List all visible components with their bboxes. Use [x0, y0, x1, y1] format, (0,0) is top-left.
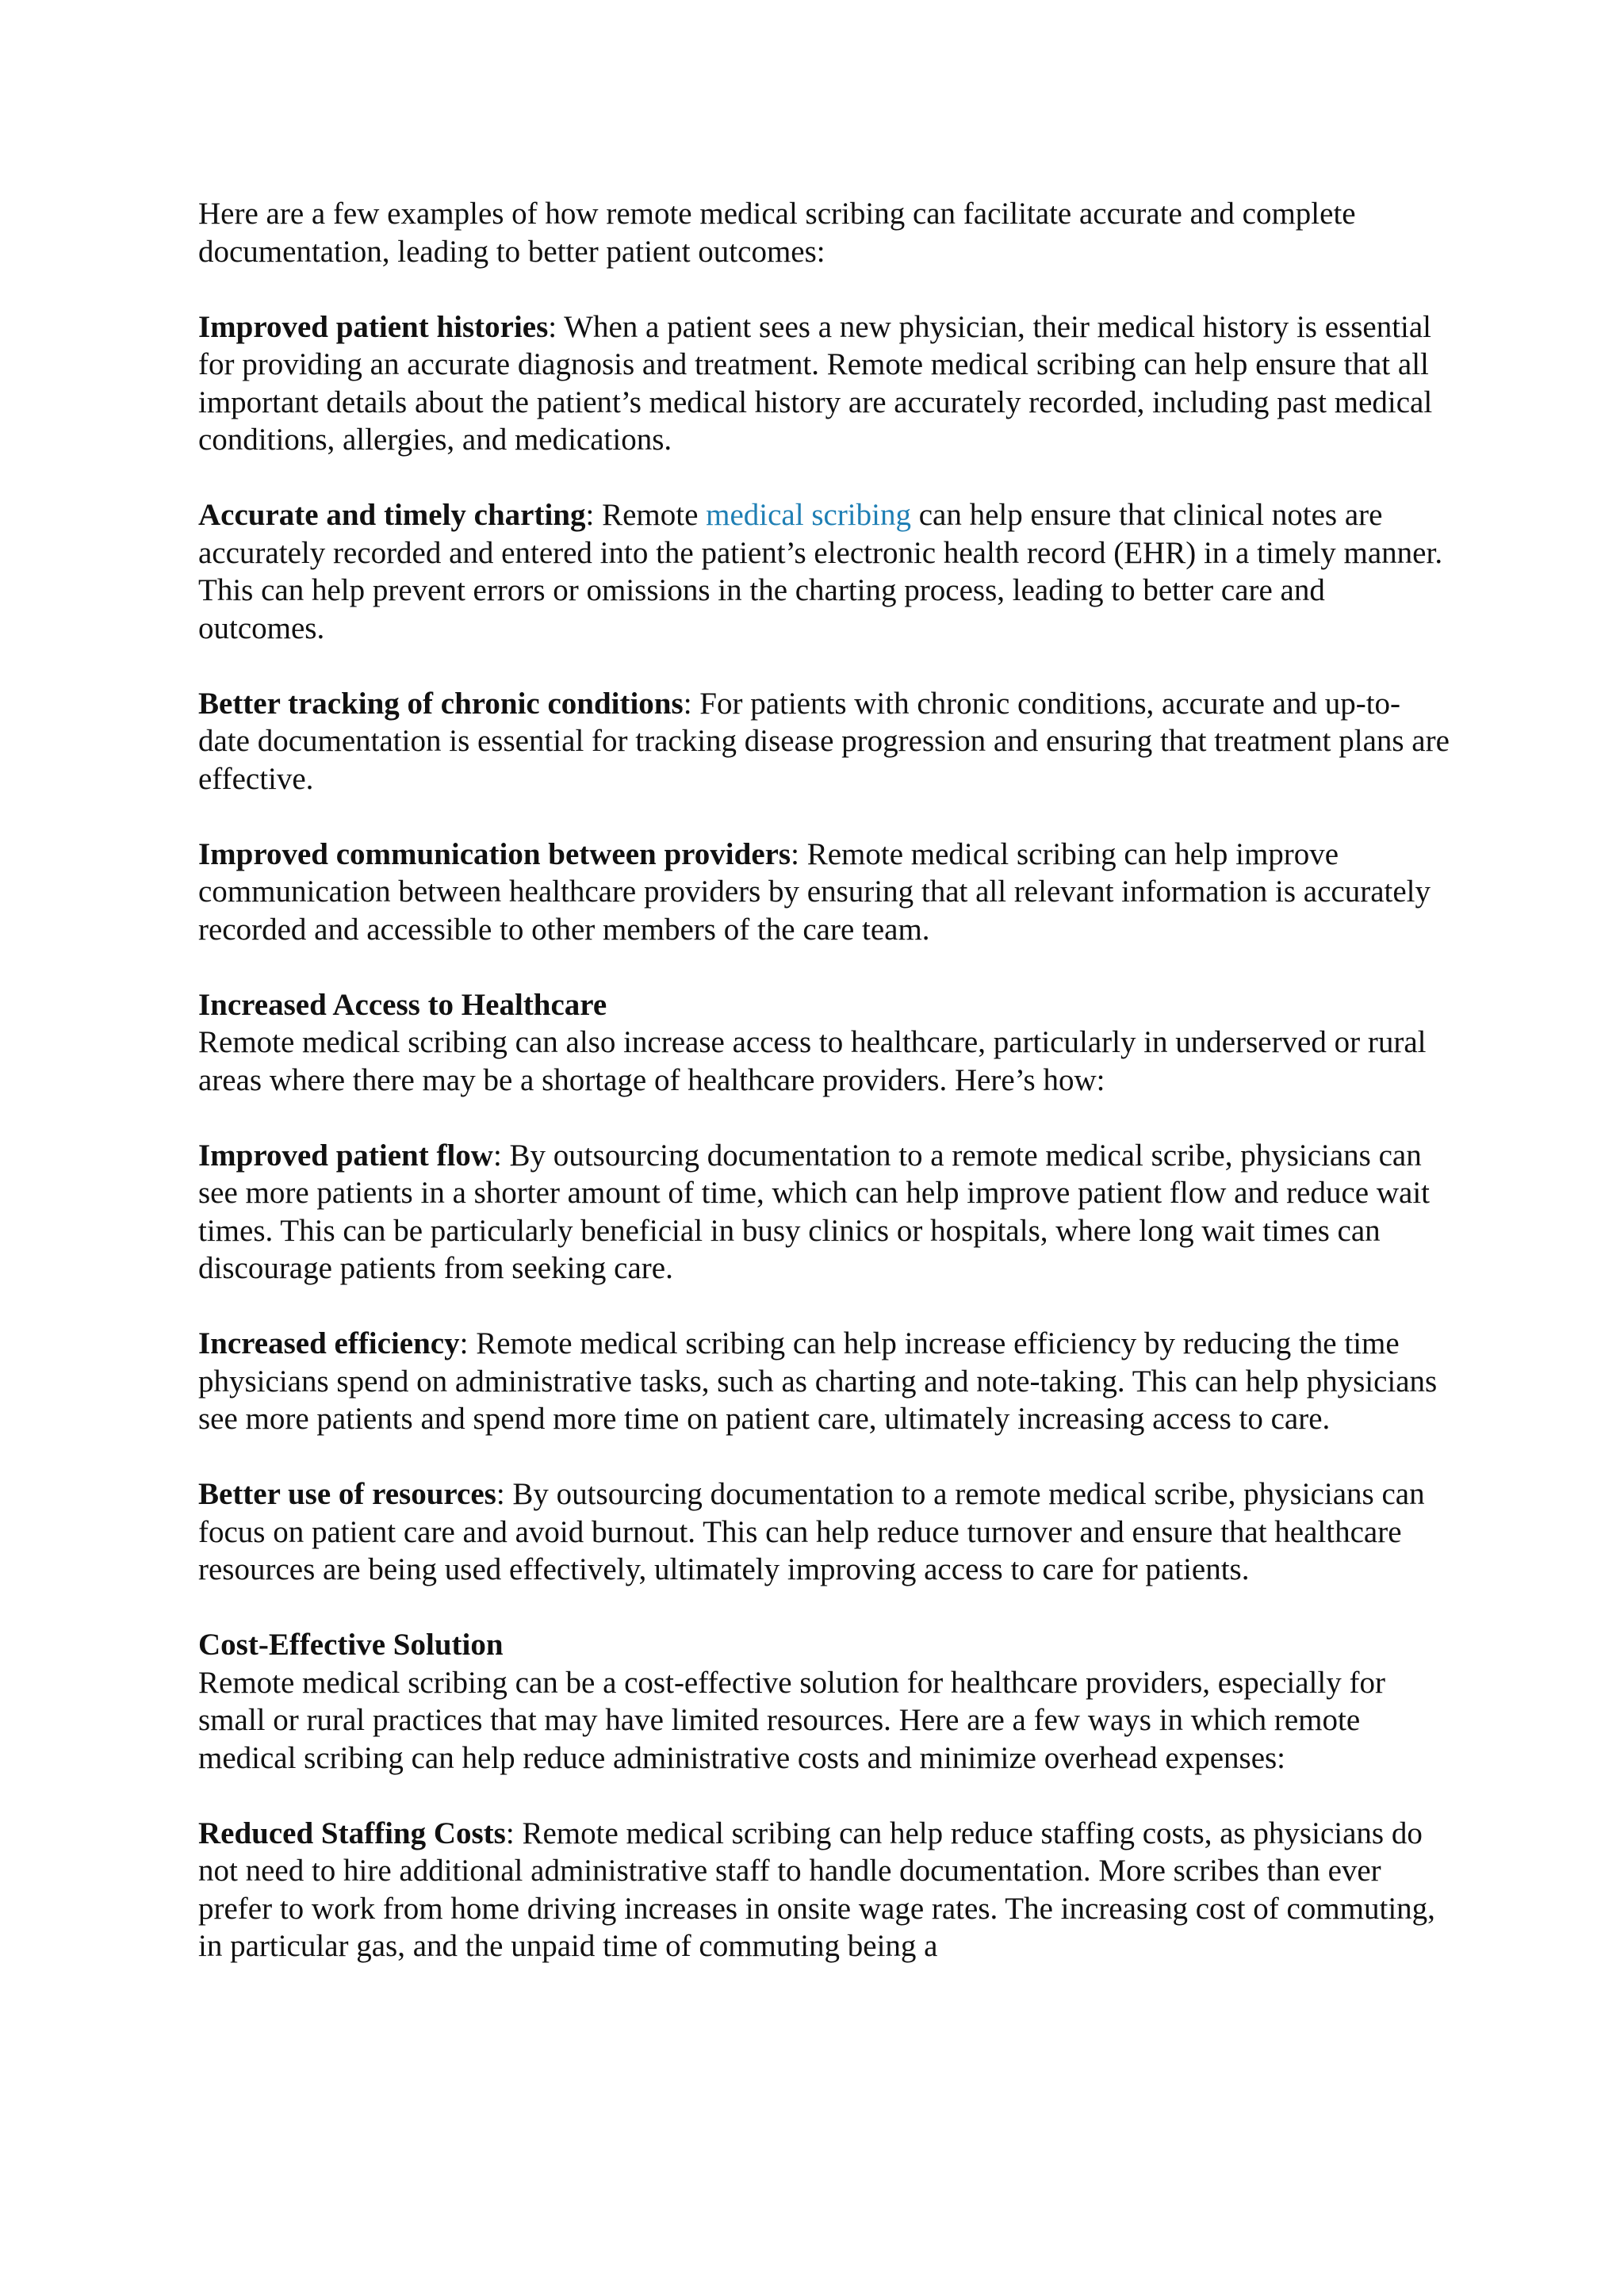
item-text: : Remote medical scribing can help reduce staffing costs, as physicians do not need to hire additional administrative staff to handle documentation. More scribes than ever prefer to work from home driving increases in onsite wage rates. The increasing cost of commuting, in particular gas, and the unpaid time of commuting being a: [198, 1816, 1435, 1963]
item-term: Improved communication between providers: [198, 836, 791, 871]
section-heading: Increased Access to Healthcare: [198, 987, 607, 1022]
item-term: Increased efficiency: [198, 1326, 460, 1360]
item-term: Accurate and timely charting: [198, 498, 586, 532]
item-text: : Remote medical scribing can help improve communication between healthcare providers by ensuring that all relevant information is accurately recorded and accessible to other members of the care team.: [198, 836, 1431, 947]
item-term: Better tracking of chronic conditions: [198, 686, 684, 721]
item-improved-patient-histories: [198, 308, 1451, 459]
section-body: Remote medical scribing can be a cost-effective solution for healthcare providers, especially for small or rural practices that may have limited resources. Here are a few ways in which remote medical scribing can help reduce administrative costs and minimize overhead expenses:: [198, 1665, 1385, 1775]
item-term: Improved patient histories: [198, 309, 549, 344]
medical-scribing-link[interactable]: medical scribing: [706, 498, 911, 532]
item-text: : By outsourcing documentation to a remote medical scribe, physicians can focus on patient care and avoid burnout. This can help reduce turnover and ensure that healthcare resources are being used effectively, ultimately improving access to care for patients.: [198, 1477, 1425, 1586]
item-accurate-timely-charting: [198, 496, 1451, 647]
item-improved-communication: [198, 836, 1451, 949]
item-text: : For patients with chronic conditions, accurate and up-to-date documentation is essential for tracking disease progression and ensuring that treatment plans are effective.: [198, 686, 1450, 796]
item-text: : By outsourcing documentation to a remote medical scribe, physicians can see more patients in a shorter amount of time, which can help improve patient flow and reduce wait times. This can be particularly beneficial in busy clinics or hospitals, where long wait times can discourage patients from seeking care.: [198, 1138, 1430, 1285]
item-text: can help ensure that clinical notes are accurately recorded and entered into the patient’s electronic health record (EHR) in a timely manner. This can help prevent errors or omissions in the charting process, leading to better care and outcomes.: [198, 498, 1443, 645]
item-term: Improved patient flow: [198, 1138, 493, 1173]
item-term: Better use of resources: [198, 1477, 496, 1511]
section-body: Remote medical scribing can also increase access to healthcare, particularly in underserved or rural areas where there may be a shortage of healthcare providers. Here’s how:: [198, 1025, 1427, 1097]
item-term: Reduced Staffing Costs: [198, 1816, 506, 1850]
section-increased-access: [198, 986, 1451, 1100]
item-text: : When a patient sees a new physician, their medical history is essential for providing an accurate diagnosis and treatment. Remote medical scribing can help ensure that all important details about the patient’s medical history are accurately recorded, including past medical conditions, allergies, and medications.: [198, 309, 1433, 457]
section-cost-effective: [198, 1626, 1451, 1777]
item-improved-patient-flow: [198, 1137, 1451, 1288]
intro-paragraph: Here are a few examples of how remote medical scribing can facilitate accurate and complete documentation, leading to better patient outcomes:: [198, 197, 1356, 269]
item-better-use-resources: [198, 1475, 1451, 1589]
item-text: : Remote: [585, 498, 707, 532]
item-reduced-staffing-costs: [198, 1815, 1451, 1965]
item-better-tracking-chronic: [198, 685, 1451, 798]
item-text: : Remote medical scribing can help increase efficiency by reducing the time physicians spend on administrative tasks, such as charting and note-taking. This can help physicians see more patients and spend more time on patient care, ultimately increasing access to care.: [198, 1326, 1438, 1436]
section-heading: Cost-Effective Solution: [198, 1628, 504, 1662]
item-increased-efficiency: [198, 1325, 1451, 1438]
document-page: [198, 195, 1451, 2003]
